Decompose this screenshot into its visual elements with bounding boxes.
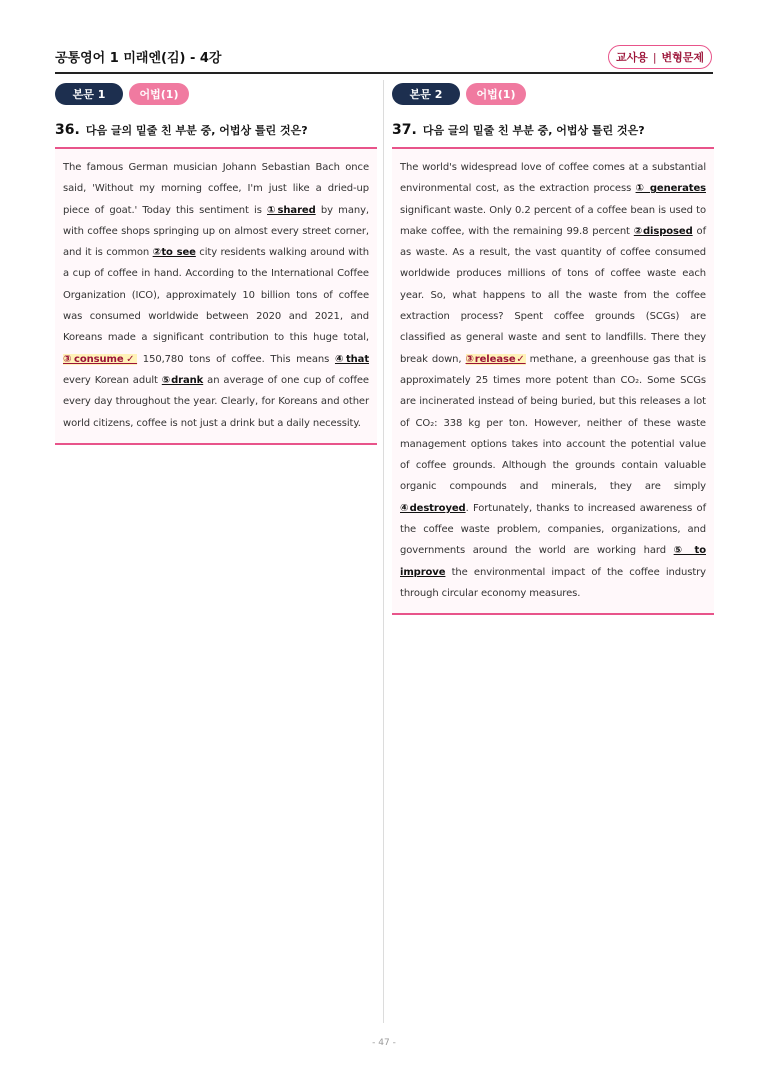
question-37-tags <box>392 83 714 105</box>
question-number: 36. <box>55 122 80 138</box>
type-tag: 어법(1) <box>129 83 189 105</box>
passage-segment: The world's widespread love of coffee comes at a substantial environmental cost, as the extraction process <box>400 162 706 195</box>
question-36-heading <box>55 122 377 138</box>
answer-choice-3: ③consume✓ <box>63 353 138 365</box>
badge-variant-label: 변형문제 <box>661 51 705 64</box>
passage-segment: by many, with coffee shops springing up on almost every street corner, and it is common <box>63 204 369 259</box>
passage-segment: every Korean adult <box>63 374 162 386</box>
underlined-choice-1: ①shared <box>267 204 316 216</box>
header-rule <box>55 72 713 74</box>
type-tag: 어법(1) <box>466 83 526 105</box>
underlined-choice-2: ②disposed <box>633 225 693 237</box>
question-number: 37. <box>392 122 417 138</box>
passage-segment: significant waste. Only 0.2 percent of a coffee bean is used to make coffee, with the remaining 99.8 percent <box>400 204 706 237</box>
passage-text <box>63 157 369 434</box>
underlined-choice-2: ②to see <box>152 247 196 259</box>
passage-box <box>392 147 714 615</box>
passage-segment: . Fortunately, thanks to increased awareness of the coffee waste problem, companies, organizations, and governments around the world are working hard <box>400 502 706 557</box>
badge-teacher-label: 교사용 <box>615 51 648 64</box>
teacher-edition-badge <box>608 45 712 69</box>
column-divider <box>383 80 384 1023</box>
underlined-choice-4: ④that <box>334 353 370 365</box>
question-prompt: 다음 글의 밑줄 친 부분 중, 어법상 틀린 것은? <box>85 124 308 137</box>
passage-tag: 본문 1 <box>55 83 123 105</box>
question-37-column <box>392 83 714 615</box>
question-36-column <box>55 83 377 445</box>
document-title: 공통영어 1 미래엔(김) - 4강 <box>55 51 222 66</box>
passage-text <box>400 157 706 604</box>
passage-box <box>55 147 377 445</box>
passage-segment: city residents walking around with a cup of coffee in hand. According to the International Coffee Organization (ICO), approximately 10 billion tons of coffee was consumed worldwide between 2020 and 2021, and Koreans made a significant contribution to this huge total, <box>63 247 369 344</box>
passage-segment: the environmental impact of the coffee industry through circular economy measures. <box>400 566 706 599</box>
question-prompt: 다음 글의 밑줄 친 부분 중, 어법상 틀린 것은? <box>422 124 645 137</box>
badge-separator: | <box>652 50 657 64</box>
passage-segment: of as waste. As a result, the vast quantity of coffee consumed worldwide produces millions of tons of coffee waste each year. So, what happens to all the waste from the coffee extraction process? Spent coffee grounds (SCGs) are classified as general waste and sent to landfills. There they break down, <box>400 225 706 365</box>
passage-segment: 150,780 tons of coffee. This means <box>137 353 335 365</box>
question-36-tags <box>55 83 377 105</box>
passage-tag: 본문 2 <box>392 83 460 105</box>
question-37-heading <box>392 122 714 138</box>
answer-choice-3: ③release✓ <box>465 353 526 365</box>
passage-segment: The famous German musician Johann Sebastian Bach once said, 'Without my morning coffee, I'm just like a dried-up piece of goat.' Today this sentiment is <box>63 162 369 216</box>
underlined-choice-1: ① generates <box>635 183 706 195</box>
passage-segment: methane, a greenhouse gas that is approximately 25 times more potent than CO₂. Some SCGs are incinerated instead of being buried, but this releases a lot of CO₂: 338 kg per ton. However, neither of these waste management options takes into account the potential value of coffee grounds. Although the grounds contain valuable organic compounds and minerals, they are simply <box>400 353 706 493</box>
underlined-choice-4: ④destroyed <box>400 502 466 514</box>
page-number: - 47 - <box>372 1038 396 1048</box>
underlined-choice-5: ⑤drank <box>161 374 204 386</box>
underlined-choice-5: ⑤ to improve <box>400 545 706 578</box>
passage-segment: an average of one cup of coffee every day throughout the year. Clearly, for Koreans and other world citizens, coffee is not just a drink but a daily necessity. <box>63 374 369 429</box>
